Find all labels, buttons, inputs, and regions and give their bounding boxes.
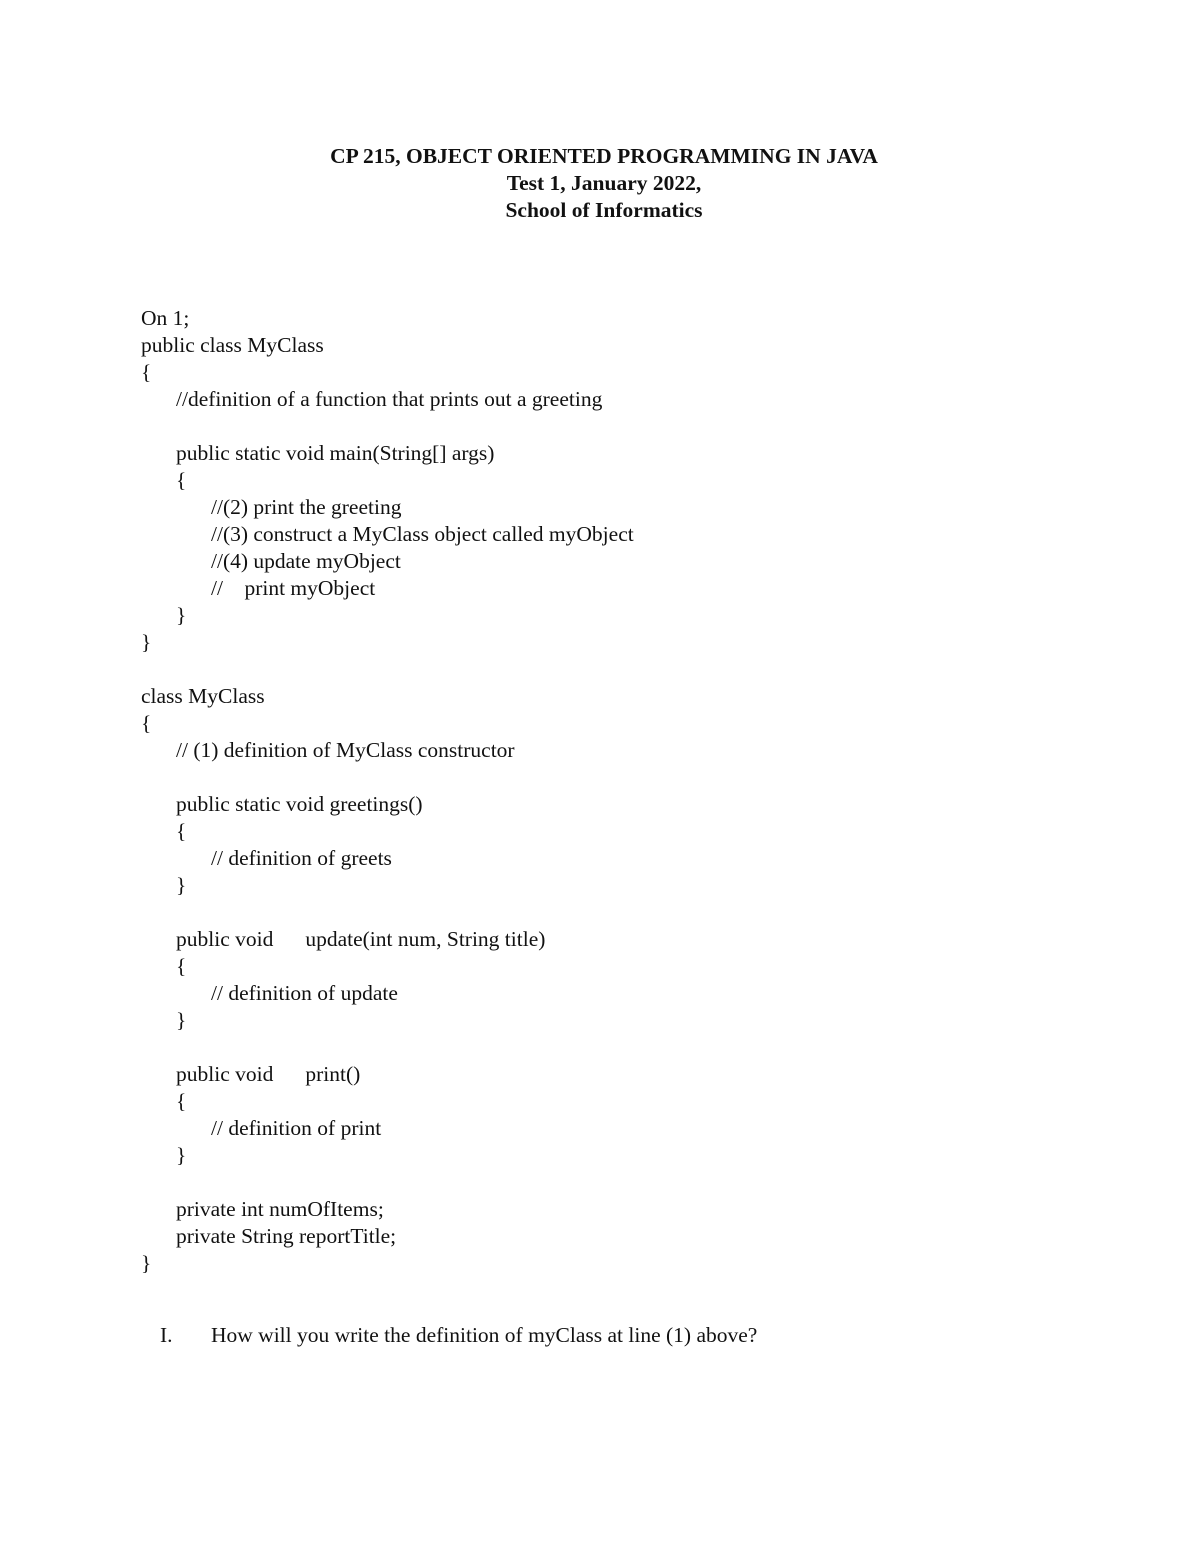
code-line [141, 926, 1041, 953]
school-name: School of Informatics [505, 198, 703, 222]
code-line: { [176, 819, 187, 843]
code-line: On 1; [141, 306, 190, 330]
code-line: } [176, 603, 187, 627]
code-line: { [176, 1089, 187, 1113]
blank-line [141, 1169, 1041, 1196]
code-line: private String reportTitle; [176, 1224, 397, 1248]
code-comment: // definition of update [211, 981, 398, 1005]
method-signature: print() [305, 1062, 361, 1086]
code-comment: // print myObject [211, 576, 376, 600]
code-comment: // definition of greets [211, 846, 392, 870]
code-line: } [176, 1143, 187, 1167]
blank-line [141, 899, 1041, 926]
course-title: CP 215, OBJECT ORIENTED PROGRAMMING IN JAVA [330, 144, 878, 168]
code-line: public class MyClass [141, 333, 324, 357]
code-line: { [176, 468, 187, 492]
code-comment: //definition of a function that prints out a greeting [176, 387, 603, 411]
method-modifiers: public void [176, 927, 274, 951]
code-line: { [141, 711, 152, 735]
code-line: public static void main(String[] args) [176, 441, 495, 465]
code-line: } [176, 873, 187, 897]
code-comment: // (1) definition of MyClass constructor [176, 738, 515, 762]
code-comment: //(4) update myObject [211, 549, 401, 573]
test-line: Test 1, January 2022, [506, 171, 702, 195]
code-line: class MyClass [141, 684, 265, 708]
code-comment: // definition of print [211, 1116, 382, 1140]
question-item [160, 1322, 1060, 1349]
code-line: { [176, 954, 187, 978]
code-comment: //(2) print the greeting [211, 495, 402, 519]
code-line: public static void greetings() [176, 792, 423, 816]
code-line: } [141, 630, 152, 654]
document-header [0, 143, 1200, 224]
code-line: } [141, 1251, 152, 1275]
blank-line [141, 413, 1041, 440]
method-modifiers: public void [176, 1062, 274, 1086]
code-comment: //(3) construct a MyClass object called myObject [211, 522, 634, 546]
code-line [141, 1061, 1041, 1088]
code-listing [141, 305, 1041, 1277]
blank-line [141, 1034, 1041, 1061]
code-line: } [176, 1008, 187, 1032]
question-marker: I. [160, 1323, 173, 1347]
question-text: How will you write the definition of myClass at line (1) above? [211, 1323, 758, 1347]
blank-line [141, 656, 1041, 683]
code-line: { [141, 360, 152, 384]
blank-line [141, 764, 1041, 791]
method-signature: update(int num, String title) [305, 927, 546, 951]
code-line: private int numOfItems; [176, 1197, 384, 1221]
